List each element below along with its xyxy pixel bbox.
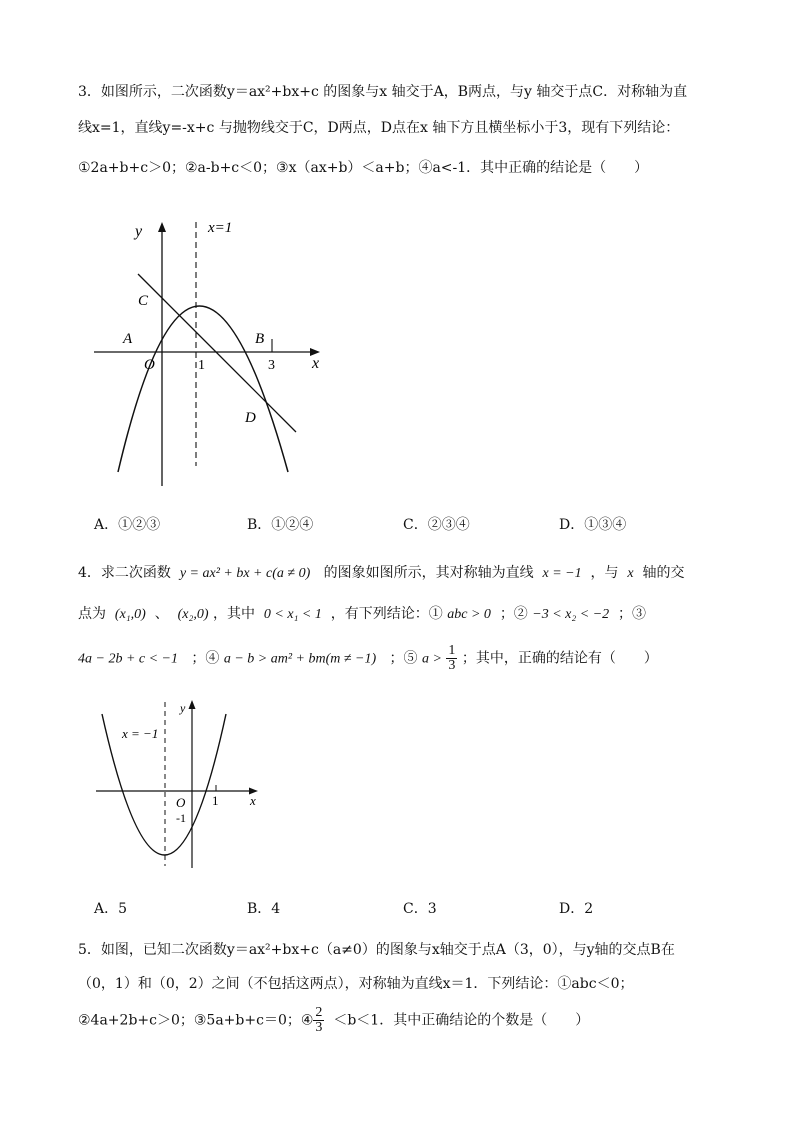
q4-text: ；③ xyxy=(618,606,647,622)
q4-choice-d[interactable]: D．2 xyxy=(559,901,594,917)
q3-label-B: B xyxy=(255,331,265,347)
q3-figure xyxy=(88,210,338,500)
q4-label-y: y xyxy=(180,701,186,715)
q4-y-axis-arrow xyxy=(189,700,196,709)
q4-text: 4．求二次函数 xyxy=(78,565,171,581)
q4-text: 、 xyxy=(154,606,169,622)
q3-label-3: 3 xyxy=(268,358,275,373)
q4-label-m1: -1 xyxy=(176,811,186,825)
q4-choice-a[interactable]: A．5 xyxy=(94,901,128,917)
q4-figure xyxy=(92,698,268,874)
q4-text-line1 xyxy=(78,563,685,584)
q4-statement-5: a > xyxy=(421,651,442,667)
q5-text-line3 xyxy=(78,1006,589,1035)
q3-text-line3: ①2a+b+c＞0；②a-b+c＜0；③x（ax+b）＜a+b；④a<-1．其中正确的结论是（ ） xyxy=(78,160,649,176)
q4-text: 轴的交 xyxy=(642,565,685,581)
q4-text: ，与 xyxy=(590,565,619,581)
q5-fraction: $\frac{2}{3}$ xyxy=(315,1005,323,1035)
q4-axis-expr: x = −1 xyxy=(542,566,582,581)
q4-text: ；其中，正确的结论有（ ） xyxy=(461,650,658,667)
q3-label-x1: x=1 xyxy=(208,220,233,236)
q3-label-A: A xyxy=(123,331,133,347)
q4-text-line2 xyxy=(78,604,646,625)
q4-statement-3: 4a − 2b + c < −1 xyxy=(78,651,179,667)
q4-statement-2: −3 < x₂ < −2 xyxy=(532,607,610,622)
q3-label-C: C xyxy=(138,293,149,309)
q4-fraction: $\frac{1}{3}$ xyxy=(448,643,456,673)
q4-statement-4: a − b > am² + bm(m ≠ −1) xyxy=(223,651,377,667)
q5-text-line2: （0，1）和（0，2）之间（不包括这两点），对称轴为直线x＝1．下列结论：①abc＜0； xyxy=(78,976,634,992)
q4-text: ，有下列结论：① xyxy=(330,606,443,622)
q3-label-O: O xyxy=(144,357,155,373)
q4-point1: (x₁,0) xyxy=(114,607,146,622)
q3-label-x: x xyxy=(312,355,320,372)
q4-choice-c[interactable]: C．3 xyxy=(403,901,437,917)
q4-statement-1: abc > 0 xyxy=(447,607,491,622)
q5-text: ＜b＜1．其中正确结论的个数是（ ） xyxy=(333,1012,590,1029)
q4-text: ，其中 xyxy=(212,606,255,622)
q3-choice-b[interactable]: B．①②④ xyxy=(247,517,314,533)
q4-label-x: x xyxy=(250,793,256,808)
q5-text: ②4a+2b+c＞0；③5a+b+c＝0；④ xyxy=(78,1012,314,1029)
q4-label-axis: x = −1 xyxy=(122,726,159,741)
q4-text: 的图象如图所示，其对称轴为直线 xyxy=(323,565,534,581)
q4-choice-b[interactable]: B．4 xyxy=(247,901,281,917)
q3-text-line1: 3．如图所示，二次函数y＝ax²+bx+c 的图象与x 轴交于A，B两点，与y 轴交于点C．对称轴为直 xyxy=(78,84,688,100)
q3-label-y: y xyxy=(135,223,143,240)
q4-text: ；⑤ xyxy=(389,650,418,667)
q4-function-expr: y = ax² + bx + c(a ≠ 0) xyxy=(179,566,311,581)
q4-condition: 0 < x₁ < 1 xyxy=(263,607,322,622)
q3-label-D: D xyxy=(245,410,256,426)
q4-text: 点为 xyxy=(78,606,106,622)
q4-label-O: O xyxy=(176,795,186,810)
q4-text-line3 xyxy=(78,644,658,673)
q3-text-line2: 线x=1，直线y=-x+c 与抛物线交于C，D两点，D点在x 轴下方且横坐标小于3，现有下列结论： xyxy=(78,120,680,136)
q4-text: ；② xyxy=(499,606,528,622)
q4-text: ；④ xyxy=(191,650,220,667)
q3-choice-d[interactable]: D．①③④ xyxy=(559,517,627,533)
q3-y-axis-arrow xyxy=(158,222,166,232)
q5-text-line1: 5．如图，已知二次函数y＝ax²+bx+c（a≠0）的图象与x轴交于点A（3，0），与y轴的交点B在 xyxy=(78,942,675,958)
q4-x-var: x xyxy=(627,566,634,581)
q4-label-1: 1 xyxy=(212,793,219,808)
q4-point2: (x₂,0) xyxy=(177,607,209,622)
q3-choice-a[interactable]: A．①②③ xyxy=(94,517,161,533)
q3-label-1: 1 xyxy=(198,358,205,373)
q3-choice-c[interactable]: C．②③④ xyxy=(403,517,470,533)
q4-parabola xyxy=(102,714,226,855)
